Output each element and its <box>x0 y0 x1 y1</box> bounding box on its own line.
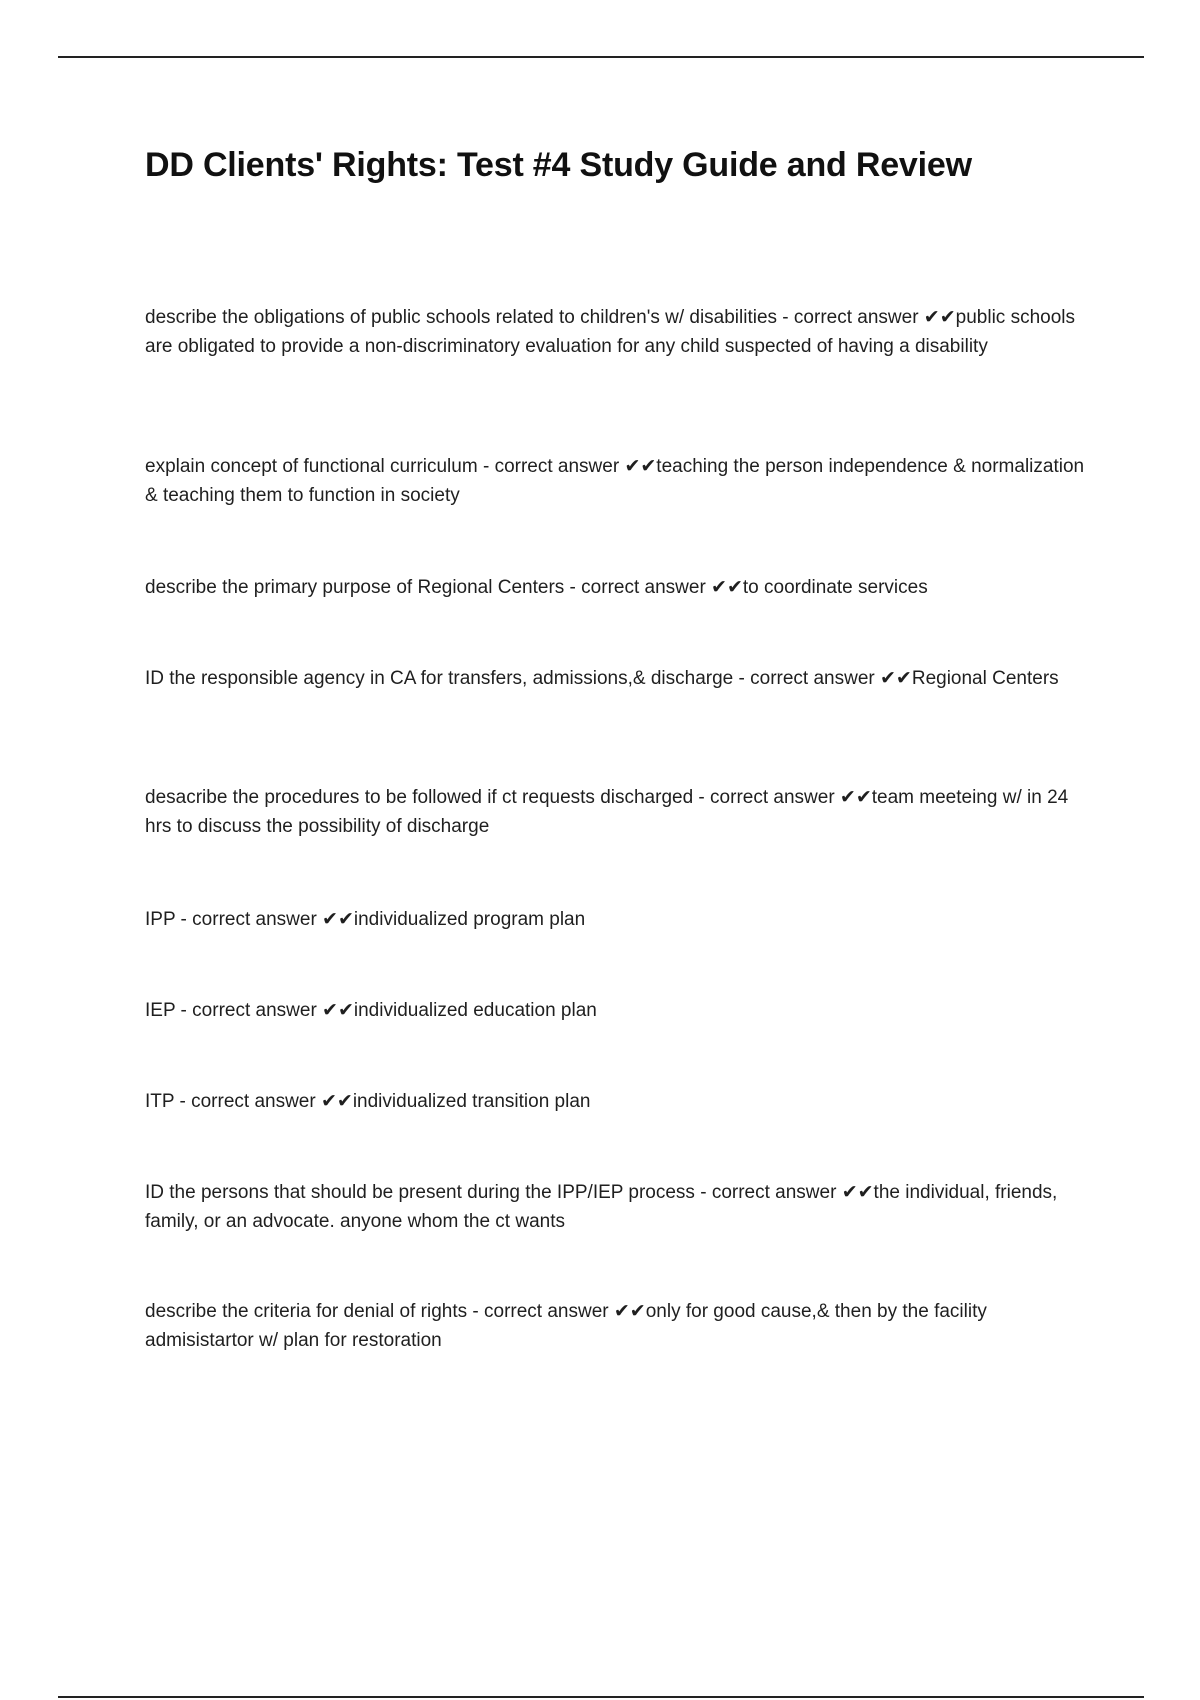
answer-marker: correct answer ✔✔ <box>192 1000 354 1021</box>
answer-text: to coordinate services <box>742 577 928 598</box>
qa-item <box>145 783 1090 841</box>
question-text: ID the persons that should be present during the IPP/IEP process <box>145 1182 695 1203</box>
page-title: DD Clients' Rights: Test #4 Study Guide and Review <box>145 146 972 184</box>
answer-marker: correct answer ✔✔ <box>793 307 956 328</box>
question-text: describe the criteria for denial of rights <box>145 1301 468 1322</box>
answer-marker: correct answer ✔✔ <box>484 1301 646 1322</box>
qa-item <box>145 1087 1090 1116</box>
bottom-divider <box>58 1696 1144 1698</box>
answer-text: individualized transition plan <box>352 1091 591 1112</box>
answer-text: only for good cause,& then by the facility admisistartor w/ plan for restoration <box>145 1301 987 1351</box>
answer-marker: correct answer ✔✔ <box>710 787 872 808</box>
question-text: describe the obligations of public schools related to children's w/ disabilities <box>145 307 778 328</box>
answer-text: the individual, friends, family, or an advocate. anyone whom the ct wants <box>145 1182 1058 1232</box>
answer-text: individualized program plan <box>353 909 586 930</box>
qa-item <box>145 1297 1090 1355</box>
qa-item <box>145 573 1090 602</box>
answer-marker: correct answer ✔✔ <box>191 1091 353 1112</box>
top-divider <box>58 56 1144 58</box>
question-text: desacribe the procedures to be followed if ct requests discharged <box>145 787 694 808</box>
answer-marker: correct answer ✔✔ <box>192 909 354 930</box>
separator: - <box>733 668 751 689</box>
separator: - <box>694 1182 712 1203</box>
answer-marker: correct answer ✔✔ <box>581 577 743 598</box>
separator: - <box>777 307 794 328</box>
answer-text: Regional Centers <box>911 668 1059 689</box>
qa-item <box>145 905 1090 934</box>
qa-item <box>145 303 1090 361</box>
separator: - <box>467 1301 484 1322</box>
question-text: ID the responsible agency in CA for transfers, admissions,& discharge <box>145 668 734 689</box>
answer-text: teaching the person independence & normalization & teaching them to function in society <box>145 456 1085 506</box>
question-text: IEP <box>145 1000 176 1021</box>
separator: - <box>175 909 193 930</box>
separator: - <box>477 456 495 477</box>
question-text: ITP <box>145 1091 175 1112</box>
qa-item <box>145 996 1090 1025</box>
qa-item <box>145 452 1090 510</box>
question-text: explain concept of functional curriculum <box>145 456 478 477</box>
separator: - <box>174 1091 192 1112</box>
answer-marker: correct answer ✔✔ <box>494 456 657 477</box>
question-text: IPP <box>145 909 176 930</box>
answer-text: public schools are obligated to provide a non-discriminatory evaluation for any child suspected of having a disability <box>145 307 1075 357</box>
qa-item <box>145 664 1090 693</box>
answer-text: individualized education plan <box>353 1000 597 1021</box>
qa-item <box>145 1178 1090 1236</box>
answer-marker: correct answer ✔✔ <box>711 1182 874 1203</box>
answer-marker: correct answer ✔✔ <box>750 668 912 689</box>
question-text: describe the primary purpose of Regional Centers <box>145 577 565 598</box>
separator: - <box>564 577 582 598</box>
separator: - <box>693 787 711 808</box>
answer-text: team meeteing w/ in 24 hrs to discuss the possibility of discharge <box>145 787 1069 837</box>
separator: - <box>175 1000 193 1021</box>
